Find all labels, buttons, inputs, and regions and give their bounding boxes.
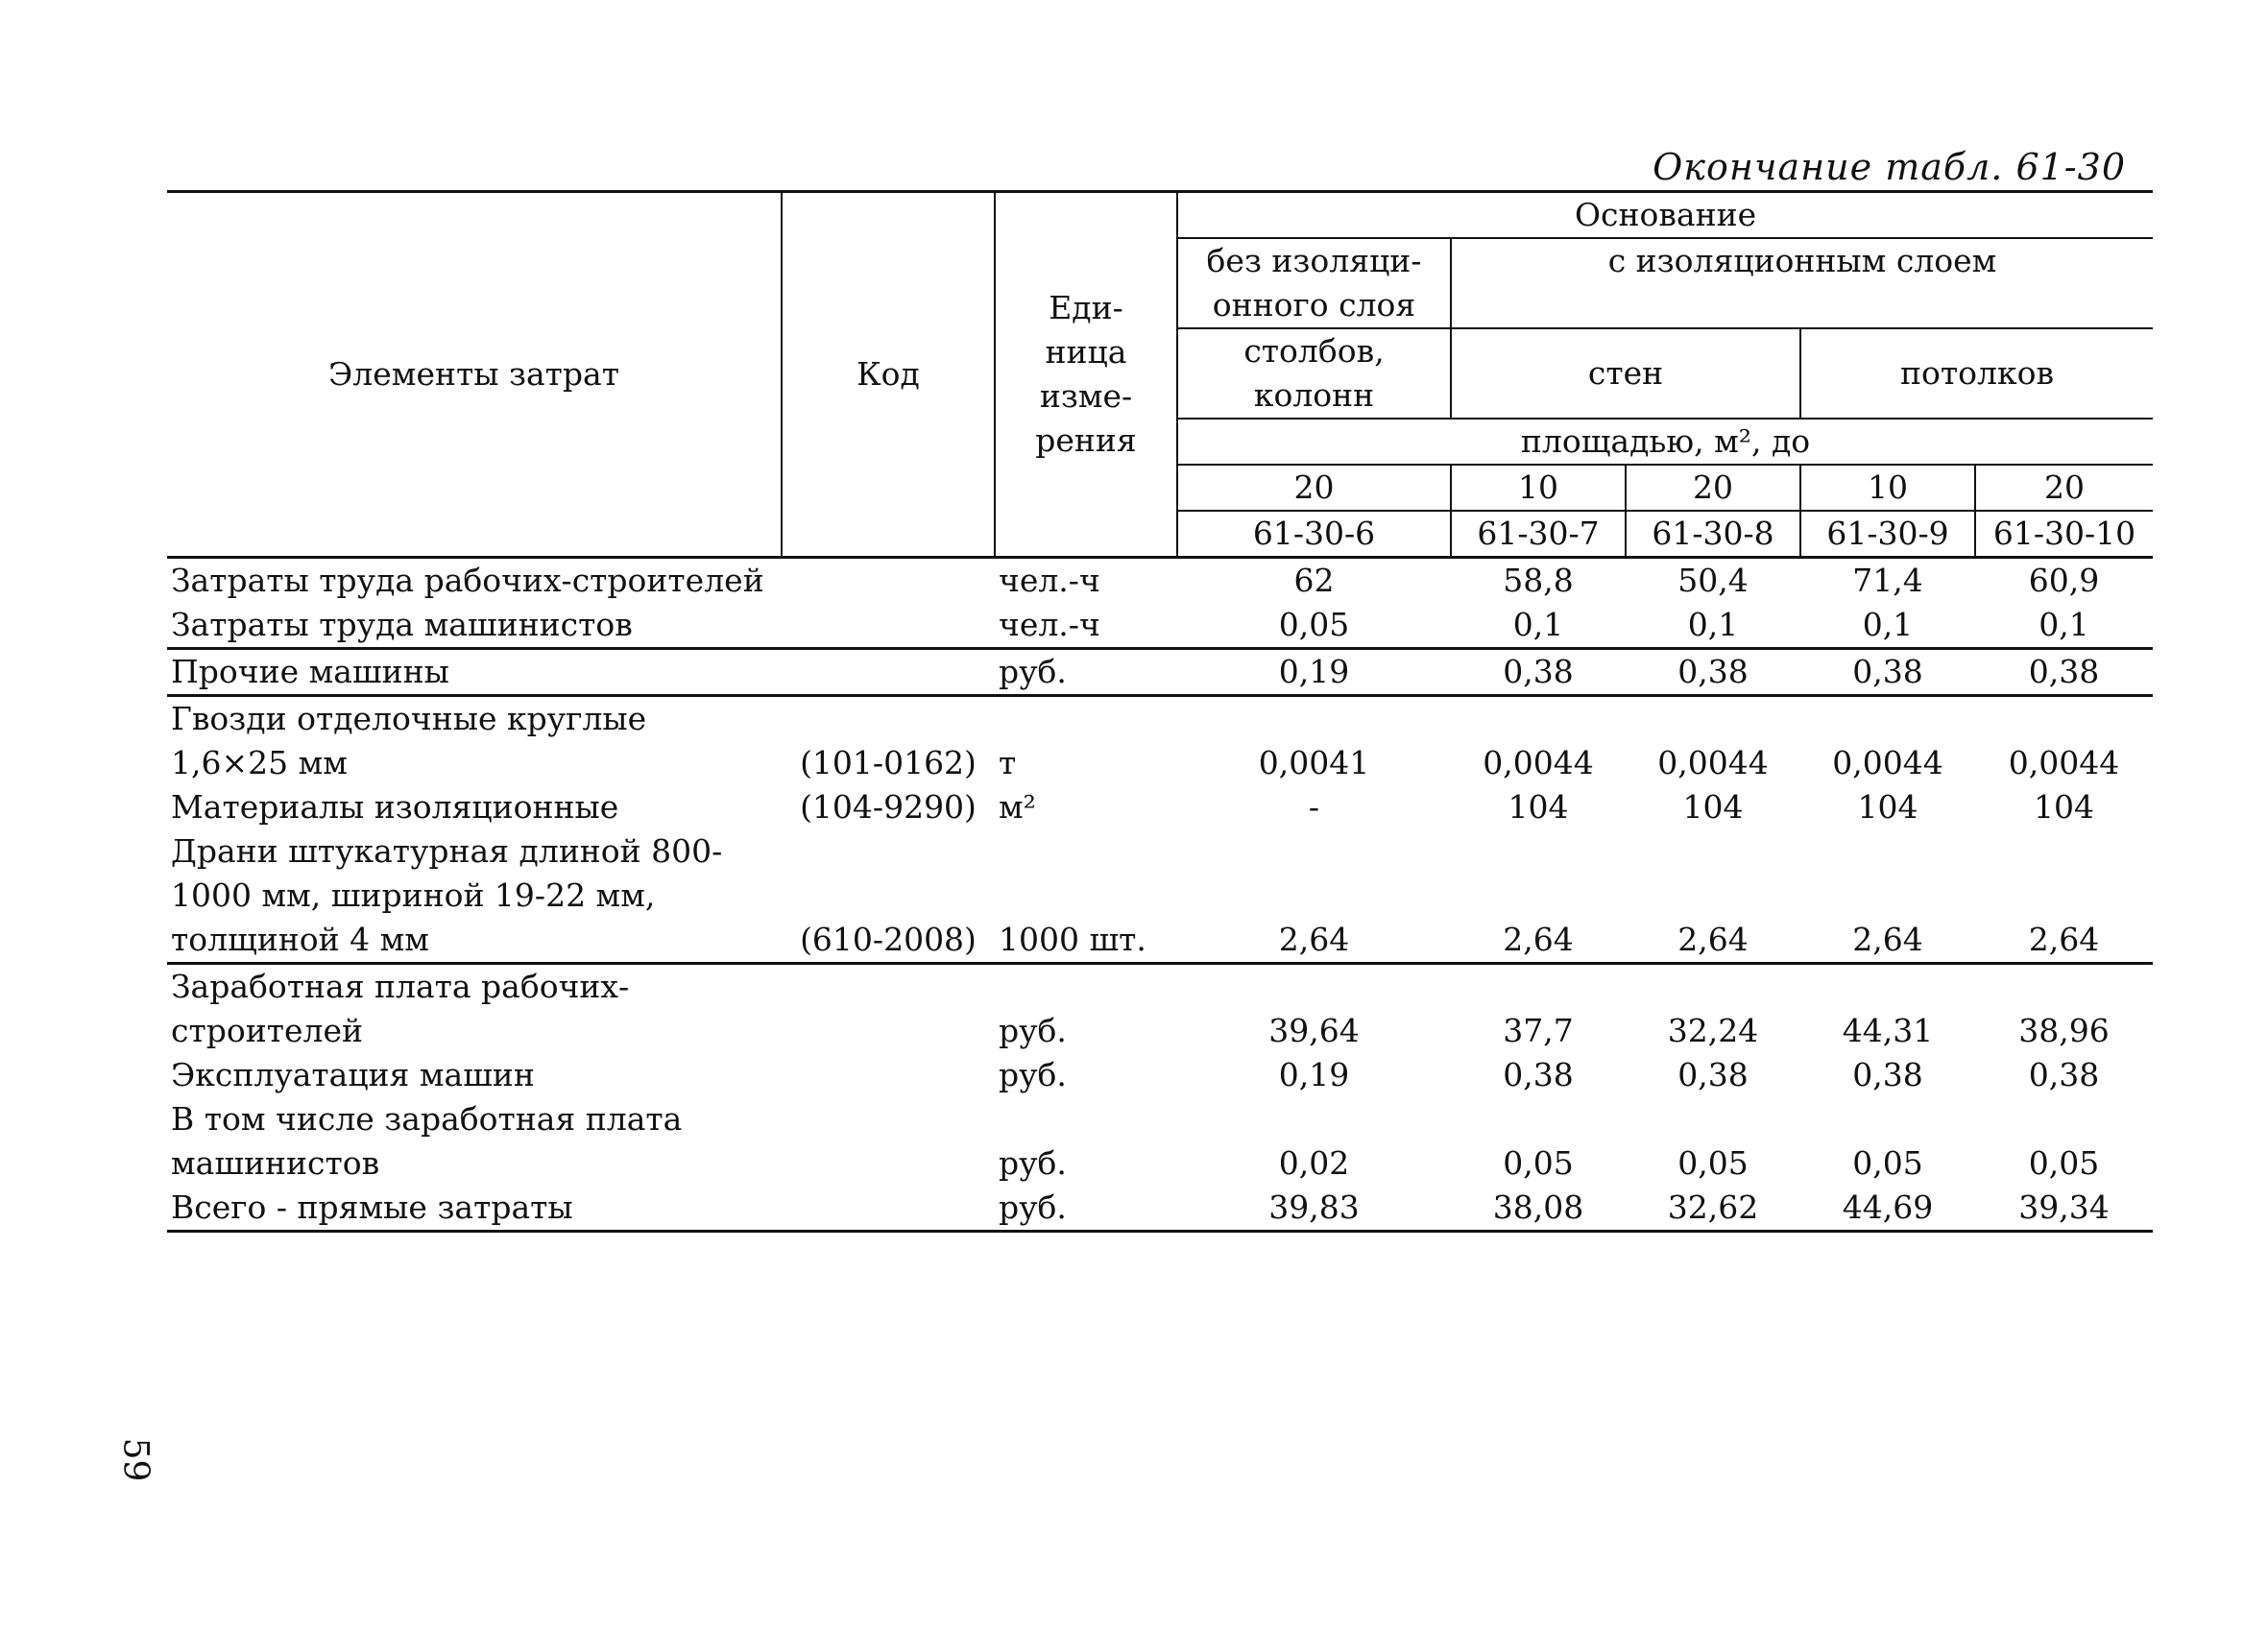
header-base: Основание — [1177, 192, 2153, 239]
row-value: 39,34 — [1975, 1186, 2153, 1232]
row-value — [1800, 874, 1975, 918]
row-value: 62 — [1293, 562, 1335, 599]
row-value: - — [1308, 788, 1320, 826]
row-value: 2,64 — [1975, 918, 2153, 964]
header-no-insulation: без изоляци- онного слоя — [1177, 238, 1451, 328]
row-value: 50,4 — [1677, 562, 1749, 599]
row-value: 38,08 — [1451, 1186, 1626, 1232]
row-unit: руб. — [999, 1144, 1067, 1182]
row-name: машинистов — [171, 1144, 380, 1182]
table-row — [167, 964, 2153, 1010]
row-value — [1451, 696, 1626, 742]
header-unit: Еди- ница изме- рения — [995, 192, 1177, 558]
row-value: 2,64 — [1626, 918, 1800, 964]
table-row — [167, 874, 2153, 918]
row-value — [1451, 964, 1626, 1010]
row-value: 0,38 — [1451, 649, 1626, 696]
row-name: Гвозди отделочные круглые — [171, 700, 647, 737]
header-norm-code: 61-30-9 — [1800, 511, 1975, 558]
row-unit: т — [999, 744, 1017, 781]
row-value: 0,0041 — [1258, 744, 1370, 781]
row-value: 0,1 — [1626, 603, 1800, 649]
row-name: Прочие машины — [167, 649, 995, 696]
row-name: 1,6×25 мм — [171, 744, 348, 781]
header-pillars: столбов, колонн — [1177, 328, 1451, 419]
table-row — [167, 603, 2153, 649]
row-name: Заработная плата рабочих- — [171, 968, 630, 1005]
header-norm-code: 61-30-6 — [1177, 511, 1451, 558]
row-value: 60,9 — [2028, 562, 2100, 599]
row-value — [1800, 964, 1975, 1010]
row-value — [1177, 829, 1451, 874]
table-row — [167, 741, 2153, 785]
row-value — [1975, 696, 2153, 742]
header-norm-code: 61-30-10 — [1975, 511, 2153, 558]
row-unit: чел.-ч — [995, 603, 1177, 649]
row-value: 37,7 — [1503, 1012, 1574, 1049]
row-value — [1177, 874, 1451, 918]
row-unit: м² — [999, 788, 1036, 826]
row-unit: руб. — [999, 1056, 1067, 1093]
row-unit — [995, 874, 1177, 918]
table-row — [167, 558, 2153, 604]
header-with-insulation: с изоляционным слоем — [1451, 238, 2153, 328]
row-value: 0,0044 — [1832, 744, 1943, 781]
row-value: 44,31 — [1842, 1012, 1934, 1049]
row-value: 0,0044 — [1483, 744, 1594, 781]
row-value: 0,38 — [1975, 649, 2153, 696]
row-value — [1626, 964, 1800, 1010]
row-code: (101-0162) — [800, 744, 977, 781]
row-value: 0,38 — [1677, 1056, 1749, 1093]
header-area-value: 20 — [1177, 465, 1451, 511]
row-unit: чел.-ч — [999, 562, 1100, 599]
header-area-value: 20 — [1626, 465, 1800, 511]
header-norm-code: 61-30-7 — [1451, 511, 1626, 558]
row-code: (104-9290) — [800, 788, 977, 826]
row-value: 0,1 — [1451, 603, 1626, 649]
header-code: Код — [782, 192, 995, 558]
row-value: 104 — [1857, 788, 1918, 826]
row-value — [1975, 829, 2153, 874]
row-value — [1451, 874, 1626, 918]
table-row — [167, 1009, 2153, 1053]
row-value — [1177, 1097, 1451, 1141]
row-unit: 1000 шт. — [995, 918, 1177, 964]
row-value: 0,38 — [1800, 649, 1975, 696]
row-value: 0,38 — [1626, 649, 1800, 696]
row-value — [1626, 1097, 1800, 1141]
row-unit: руб. — [995, 1186, 1177, 1232]
row-name: 1000 мм, шириной 19-22 мм, — [171, 876, 656, 914]
row-value: 0,1 — [1800, 603, 1975, 649]
row-value: 0,1 — [1975, 603, 2153, 649]
row-value: 32,24 — [1667, 1012, 1759, 1049]
row-value: 0,05 — [2028, 1144, 2100, 1182]
table-row — [167, 696, 2153, 742]
row-value — [1626, 829, 1800, 874]
row-value — [1800, 1097, 1975, 1141]
row-value: 104 — [1682, 788, 1744, 826]
row-value: 71,4 — [1852, 562, 1923, 599]
row-name: строителей — [171, 1012, 363, 1049]
row-value: 0,38 — [2028, 1056, 2100, 1093]
row-value: 0,38 — [1503, 1056, 1574, 1093]
row-name: Затраты труда рабочих-строителей — [171, 562, 764, 599]
header-walls: стен — [1451, 328, 1800, 419]
row-value: 0,19 — [1177, 649, 1451, 696]
row-value: 39,64 — [1268, 1012, 1360, 1049]
row-value — [1626, 874, 1800, 918]
row-name: Затраты труда машинистов — [167, 603, 995, 649]
header-norm-code: 61-30-8 — [1626, 511, 1800, 558]
row-value: 32,62 — [1626, 1186, 1800, 1232]
header-area: площадью, м², до — [1177, 419, 2153, 465]
table-caption: Окончание табл. 61-30 — [1653, 146, 2126, 188]
row-value: 0,05 — [1677, 1144, 1749, 1182]
header-ceilings: потолков — [1800, 328, 2153, 419]
row-value: 38,96 — [2018, 1012, 2110, 1049]
row-unit — [995, 829, 1177, 874]
row-value: 0,0044 — [1657, 744, 1769, 781]
row-value: 2,64 — [1800, 918, 1975, 964]
row-value — [1451, 829, 1626, 874]
row-value — [1800, 696, 1975, 742]
header-area-value: 10 — [1800, 465, 1975, 511]
row-value — [1975, 1097, 2153, 1141]
table-row — [167, 785, 2153, 829]
row-value: 58,8 — [1503, 562, 1574, 599]
row-value — [1451, 1097, 1626, 1141]
cost-table — [167, 190, 2153, 1233]
row-code: (610-2008) — [782, 918, 995, 964]
row-value — [1975, 964, 2153, 1010]
row-value: 2,64 — [1177, 918, 1451, 964]
table-row — [167, 829, 2153, 874]
header-area-value: 10 — [1451, 465, 1626, 511]
row-name: толщиной 4 мм — [167, 918, 782, 964]
row-value — [1800, 829, 1975, 874]
row-value: 0,38 — [1852, 1056, 1923, 1093]
row-value: 44,69 — [1800, 1186, 1975, 1232]
row-value: 104 — [2034, 788, 2095, 826]
row-name: Материалы изоляционные — [171, 788, 619, 826]
row-value: 2,64 — [1451, 918, 1626, 964]
row-name: Всего - прямые затраты — [167, 1186, 995, 1232]
header-elements: Элементы затрат — [167, 192, 782, 558]
page-number: 59 — [115, 1437, 156, 1482]
row-name: Эксплуатация машин — [171, 1056, 535, 1093]
row-value: 0,0044 — [2008, 744, 2120, 781]
row-unit: руб. — [995, 649, 1177, 696]
row-value — [1177, 696, 1451, 742]
row-value: 0,19 — [1278, 1056, 1350, 1093]
row-value: 0,05 — [1503, 1144, 1574, 1182]
table-row — [167, 1141, 2153, 1186]
header-area-value: 20 — [1975, 465, 2153, 511]
table-row — [167, 918, 2153, 964]
row-value: 0,02 — [1278, 1144, 1350, 1182]
row-name: Драни штукатурная длиной 800- — [171, 832, 723, 870]
row-value — [1975, 874, 2153, 918]
row-value: 39,83 — [1177, 1186, 1451, 1232]
row-unit — [995, 696, 1177, 742]
table-row — [167, 1186, 2153, 1232]
row-value — [1626, 696, 1800, 742]
table-row — [167, 1053, 2153, 1097]
row-unit — [995, 1097, 1177, 1141]
row-value: 104 — [1508, 788, 1569, 826]
row-value — [1177, 964, 1451, 1010]
row-name: В том числе заработная плата — [171, 1100, 683, 1138]
row-unit — [995, 964, 1177, 1010]
row-unit: руб. — [999, 1012, 1067, 1049]
row-value: 0,05 — [1177, 603, 1451, 649]
table-row — [167, 1097, 2153, 1141]
table-row — [167, 649, 2153, 696]
row-value: 0,05 — [1852, 1144, 1923, 1182]
